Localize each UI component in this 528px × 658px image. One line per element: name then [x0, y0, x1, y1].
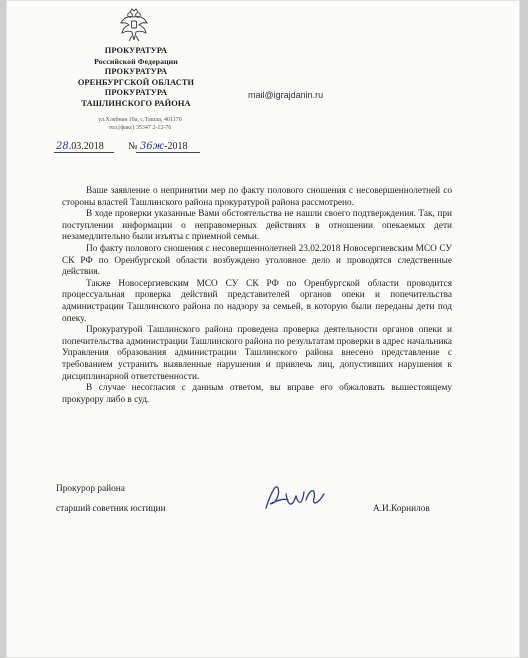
recipient-email: mail@igrajdanin.ru: [248, 90, 324, 100]
body-paragraph: В ходе проверки указанные Вами обстоятельства не нашли своего подтверждения. Так, при поступлении информации о неправомерных действиях в отношении опекаемых дети незамедлительно были изъяты с приемной семьи.: [62, 209, 452, 243]
date-printed: .03.2018: [68, 141, 104, 152]
org-line: ОРЕНБУРГСКОЙ ОБЛАСТИ: [77, 77, 195, 87]
number-suffix: -2018: [164, 141, 188, 152]
letter-body: [62, 186, 452, 406]
signer-position: Прокурор района: [56, 484, 125, 494]
date-underline: [54, 152, 114, 153]
double-headed-eagle-emblem: [119, 6, 149, 44]
organization-header: [76, 46, 196, 110]
body-paragraph: В случае несогласия с данным ответом, вы вправе его обжаловать вышестоящему прокурору либо в суд.: [62, 383, 452, 405]
org-line: ТАШЛИНСКОГО РАЙОНА: [81, 98, 191, 108]
org-line: ПРОКУРАТУРА: [104, 67, 168, 77]
body-paragraph: Ваше заявление о непринятии мер по факту полового сношения с несовершеннолетней со стороны властей Ташлинского района прокуратурой района рассмотрено.: [62, 186, 452, 208]
letter-number: [128, 141, 187, 152]
number-underline: [136, 152, 200, 153]
letter-date: [56, 141, 104, 152]
signer-name: А.И.Корнилов: [373, 504, 430, 514]
body-paragraph: Также Новосергиевским МСО СУ СК РФ по Оренбургской области проводится процессуальная проверка действий представителей органов опеки и попечительства администрации Ташлинского района по надзору за семьей, в которую были переданы дети под опеку.: [62, 278, 452, 324]
date-day-handwritten: 28: [56, 141, 69, 152]
body-paragraph: По факту полового сношения с несовершеннолетней 23.02.2018 Новосергиевским МСО СУ СК РФ по Оренбургской области возбуждено уголовное дело и проводятся следственные действия.: [62, 243, 452, 278]
number-handwritten: 36ж: [140, 141, 165, 152]
organization-address: [70, 116, 210, 132]
body-paragraph: Прокуратурой Ташлинского района проведена проверка деятельности органов опеки и попечительства администрации Ташлинского района по результатам проверки в адрес начальника Управления образования администрации Ташлинского района внесено представление с требованием устранить выявленные нарушения и привлечь лиц, допустивших нарушения к дисциплинарной ответственности.: [62, 325, 452, 382]
handwritten-signature: [262, 480, 332, 516]
address-line: тел.(факс) 35347 2-12-76: [108, 125, 172, 131]
address-line: ул.Хлебная 10а, с.Ташла, 461170: [98, 117, 182, 123]
letter-page: [6, 0, 520, 658]
org-line: ПРОКУРАТУРА: [104, 88, 168, 98]
signer-rank: старший советник юстиции: [56, 504, 166, 514]
org-line: ПРОКУРАТУРА: [104, 46, 168, 55]
org-line: Российской Федерации: [94, 56, 178, 66]
number-prefix: №: [128, 141, 138, 152]
